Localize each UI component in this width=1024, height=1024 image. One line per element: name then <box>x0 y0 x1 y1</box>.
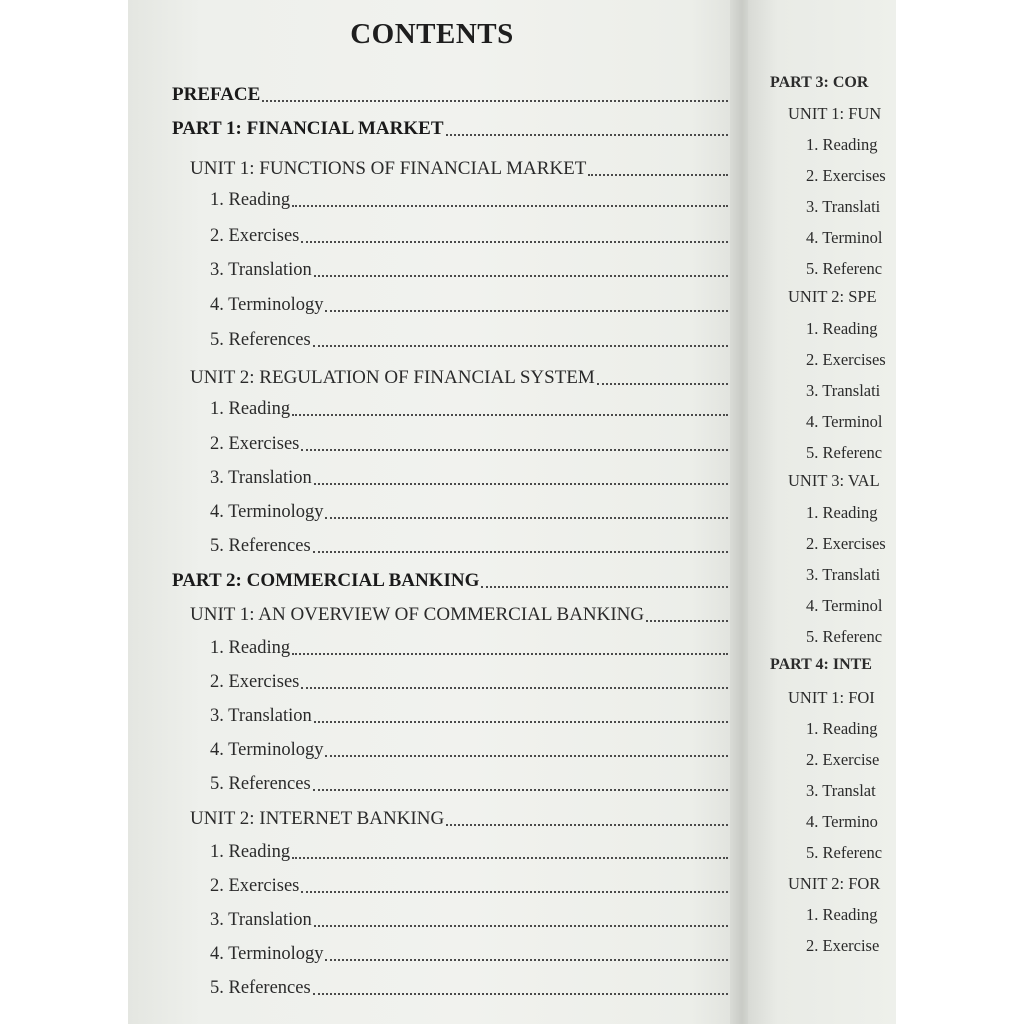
toc-entry <box>210 190 728 211</box>
toc-entry <box>210 399 728 420</box>
toc-entry <box>210 330 728 351</box>
toc-part <box>172 570 728 592</box>
toc-unit: UNIT 1: FOI <box>788 688 875 707</box>
toc-unit: UNIT 3: VAL <box>788 471 880 490</box>
dot-leader <box>292 857 728 859</box>
toc-entry <box>210 226 728 247</box>
dot-leader <box>314 925 728 927</box>
toc-entry <box>210 740 728 761</box>
toc-entry: 2. Exercises <box>806 350 886 369</box>
dot-leader <box>325 755 728 757</box>
toc-label: 2. Exercises <box>210 876 300 896</box>
toc-entry: 4. Termino <box>806 812 878 831</box>
toc-entry <box>210 468 728 489</box>
dot-leader <box>481 586 728 588</box>
toc-unit: UNIT 2: SPE <box>788 287 877 306</box>
dot-leader <box>646 620 728 622</box>
toc-label: PART 1: FINANCIAL MARKET <box>172 118 444 139</box>
toc-label: 3. Translation <box>210 468 312 488</box>
toc-label: 5. References <box>210 978 311 998</box>
toc-entry <box>210 260 728 281</box>
toc-unit: UNIT 1: FUN <box>788 104 882 123</box>
toc-label: 1. Reading <box>210 842 291 862</box>
toc-entry: 4. Terminol <box>806 596 883 615</box>
toc-entry: 2. Exercise <box>806 936 880 955</box>
toc-entry: 3. Translati <box>806 381 881 400</box>
dot-leader <box>325 310 728 312</box>
toc-label: 1. Reading <box>210 638 291 658</box>
toc-unit <box>190 808 728 830</box>
contents-title: CONTENTS <box>350 18 514 50</box>
toc-label: UNIT 2: REGULATION OF FINANCIAL SYSTEM <box>190 367 595 388</box>
toc-label: PART 2: COMMERCIAL BANKING <box>172 570 480 591</box>
dot-leader <box>588 174 728 176</box>
dot-leader <box>313 789 728 791</box>
toc-entry: 5. Referenc <box>806 259 883 278</box>
toc-entry <box>210 536 728 557</box>
toc-label: 4. Terminology <box>210 944 324 964</box>
dot-leader <box>292 414 728 416</box>
toc-entry <box>210 295 728 316</box>
toc-entry <box>210 434 728 455</box>
toc-unit <box>190 367 728 389</box>
dot-leader <box>446 824 728 826</box>
dot-leader <box>314 483 728 485</box>
toc-label: 5. References <box>210 774 311 794</box>
toc-unit: UNIT 2: FOR <box>788 874 881 893</box>
toc-entry <box>210 944 728 965</box>
toc-entry: 5. Referenc <box>806 843 883 862</box>
toc-label: UNIT 2: INTERNET BANKING <box>190 808 445 829</box>
toc-label: 5. References <box>210 330 311 350</box>
toc-label: 4. Terminology <box>210 740 324 760</box>
dot-leader <box>314 721 728 723</box>
toc-entry: 3. Translati <box>806 565 881 584</box>
dot-leader <box>301 449 728 451</box>
dot-leader <box>301 241 728 243</box>
toc-entry: 4. Terminol <box>806 412 883 431</box>
toc-part: PART 4: INTE <box>770 656 872 673</box>
dot-leader <box>325 517 728 519</box>
toc-entry: 1. Reading <box>806 905 878 924</box>
toc-entry: 2. Exercise <box>806 750 880 769</box>
toc-entry: 1. Reading <box>806 719 878 738</box>
toc-label: 2. Exercises <box>210 226 300 246</box>
toc-label: PREFACE <box>172 84 261 105</box>
dot-leader <box>597 383 728 385</box>
toc-label: UNIT 1: FUNCTIONS OF FINANCIAL MARKET <box>190 158 587 179</box>
toc-label: 4. Terminology <box>210 295 324 315</box>
toc-label: 1. Reading <box>210 399 291 419</box>
toc-entry: 3. Translat <box>806 781 876 800</box>
toc-entry: 5. Referenc <box>806 443 883 462</box>
toc-label: 3. Translation <box>210 910 312 930</box>
toc-entry <box>210 502 728 523</box>
toc-label: 5. References <box>210 536 311 556</box>
toc-label: 3. Translation <box>210 260 312 280</box>
toc-entry <box>210 672 728 693</box>
toc-part <box>172 118 728 140</box>
toc-entry <box>210 910 728 931</box>
toc-label: 2. Exercises <box>210 672 300 692</box>
toc-entry: 1. Reading <box>806 319 878 338</box>
toc-unit <box>190 604 728 626</box>
toc-part: PART 3: COR <box>770 74 869 91</box>
dot-leader <box>446 134 728 136</box>
toc-entry: 1. Reading <box>806 503 878 522</box>
toc-entry: 3. Translati <box>806 197 881 216</box>
toc-entry: 5. Referenc <box>806 627 883 646</box>
toc-entry: 2. Exercises <box>806 166 886 185</box>
dot-leader <box>292 205 728 207</box>
toc-entry <box>210 842 728 863</box>
toc-label: 3. Translation <box>210 706 312 726</box>
dot-leader <box>314 275 728 277</box>
toc-entry: 4. Terminol <box>806 228 883 247</box>
toc-entry: 1. Reading <box>806 135 878 154</box>
toc-entry <box>210 638 728 659</box>
dot-leader <box>301 891 728 893</box>
toc-part <box>172 84 728 106</box>
dot-leader <box>292 653 728 655</box>
dot-leader <box>313 551 728 553</box>
toc-label: 4. Terminology <box>210 502 324 522</box>
dot-leader <box>325 959 728 961</box>
dot-leader <box>313 345 728 347</box>
toc-unit <box>190 158 728 180</box>
toc-entry <box>210 706 728 727</box>
toc-label: 1. Reading <box>210 190 291 210</box>
toc-label: 2. Exercises <box>210 434 300 454</box>
right-page <box>748 0 896 1024</box>
toc-entry <box>210 774 728 795</box>
toc-entry <box>210 876 728 897</box>
toc-label: UNIT 1: AN OVERVIEW OF COMMERCIAL BANKING <box>190 604 645 625</box>
left-page <box>128 0 740 1024</box>
dot-leader <box>301 687 728 689</box>
dot-leader <box>313 993 728 995</box>
toc-entry <box>210 978 728 999</box>
dot-leader <box>262 100 728 102</box>
toc-entry: 2. Exercises <box>806 534 886 553</box>
